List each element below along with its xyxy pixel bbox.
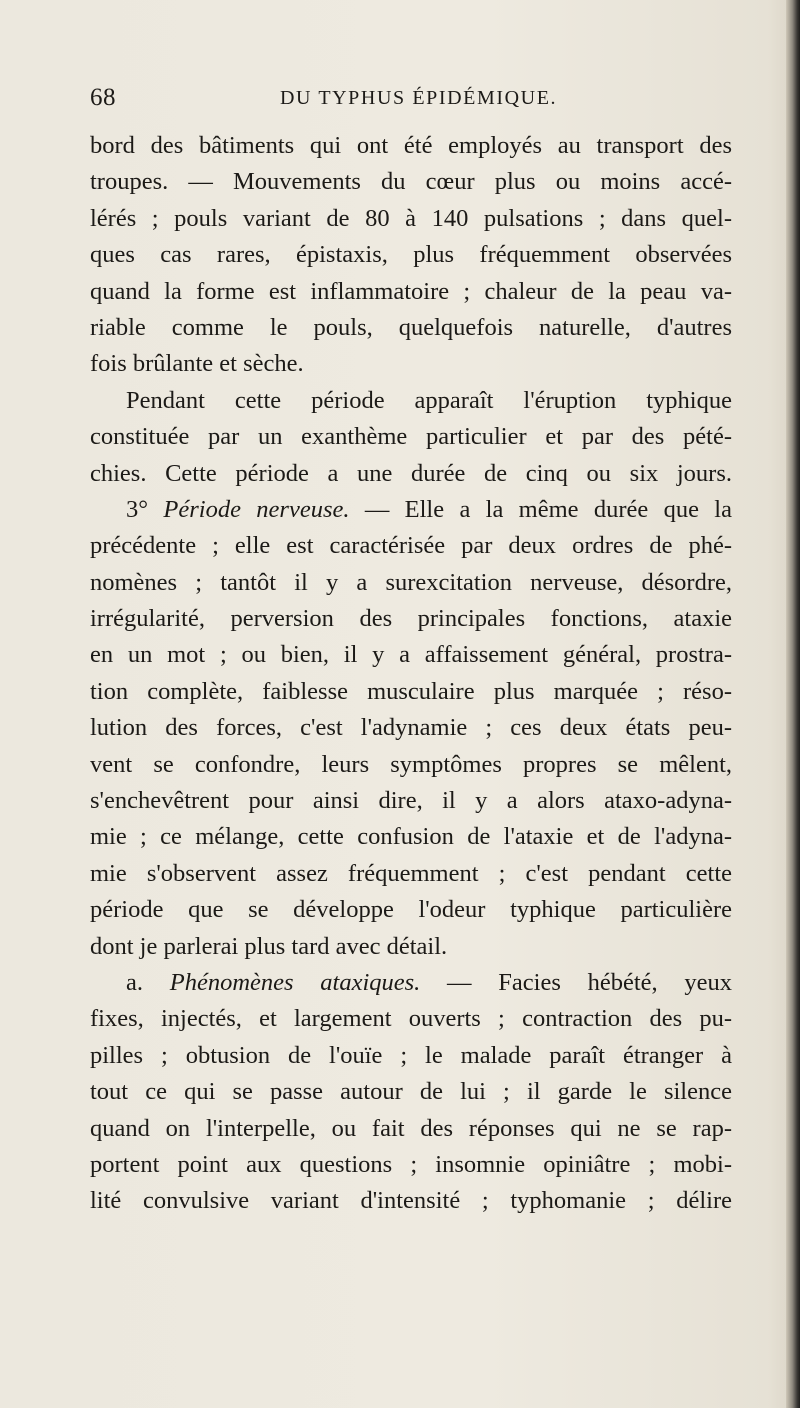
- section-number: 3°: [126, 495, 164, 523]
- text-line: dont je parlerai plus tard avec détail.: [90, 932, 448, 960]
- text-line: tion complète, faiblesse musculaire plus marquée ; réso-: [90, 677, 732, 705]
- text-line: chies. Cette période a une durée de cinq ou six jours.: [90, 459, 732, 487]
- text-line: période que se développe l'odeur typhique particulière: [90, 896, 732, 924]
- text-line: précédente ; elle est caractérisée par deux ordres de phé-: [90, 532, 732, 560]
- text-line: lérés ; pouls variant de 80 à 140 pulsations ; dans quel-: [90, 204, 732, 232]
- text-line: nomènes ; tantôt il y a surexcitation nerveuse, désordre,: [90, 568, 732, 596]
- text-line: fois brûlante et sèche.: [90, 350, 304, 378]
- text-line: fixes, injectés, et largement ouverts ; contraction des pu-: [90, 1005, 732, 1033]
- text-line: lité convulsive variant d'intensité ; typhomanie ; délire: [90, 1187, 732, 1215]
- section-heading-line: [90, 965, 732, 1001]
- text-line: riable comme le pouls, quelquefois naturelle, d'autres: [90, 313, 732, 341]
- text-line: bord des bâtiments qui ont été employés au transport des: [90, 132, 732, 159]
- text-line: mie ; ce mélange, cette confusion de l'ataxie et de l'adyna-: [90, 823, 732, 851]
- text-line: troupes. — Mouvements du cœur plus ou moins accé-: [90, 168, 732, 196]
- text-line: vent se confondre, leurs symptômes propres se mêlent,: [90, 750, 732, 778]
- text-line: irrégularité, perversion des principales fonctions, ataxie: [90, 605, 732, 633]
- section-number: a.: [126, 968, 170, 996]
- section-title: Phénomènes ataxiques.: [169, 968, 421, 996]
- section-text: — Elle a la même durée que la: [349, 495, 732, 523]
- text-line: s'enchevêtrent pour ainsi dire, il y a alors ataxo-adyna-: [90, 787, 732, 815]
- text-line: portent point aux questions ; insomnie opiniâtre ; mobi-: [90, 1150, 732, 1178]
- section-title: Période nerveuse.: [163, 495, 350, 523]
- text-line: lution des forces, c'est l'adynamie ; ces deux états peu-: [90, 714, 732, 742]
- text-line: constituée par un exanthème particulier et par des pété-: [90, 423, 732, 451]
- text-line: ques cas rares, épistaxis, plus fréquemment observées: [90, 241, 732, 269]
- text-line: quand la forme est inflammatoire ; chaleur de la peau va-: [90, 277, 732, 305]
- text-line: mie s'observent assez fréquemment ; c'est pendant cette: [90, 859, 732, 887]
- binding-edge: [786, 0, 800, 1408]
- section-heading-line: [90, 492, 732, 528]
- section-text: — Facies hébété, yeux: [420, 968, 732, 996]
- running-head: [90, 84, 730, 114]
- text-line: quand on l'interpelle, ou fait des réponses qui ne se rap-: [90, 1114, 732, 1142]
- page-number: 68: [90, 84, 116, 111]
- text-line: tout ce qui se passe autour de lui ; il garde le silence: [90, 1078, 732, 1106]
- body-text: [90, 128, 732, 1220]
- text-line: en un mot ; ou bien, il y a affaissement général, prostra-: [90, 641, 732, 669]
- text-line: pilles ; obtusion de l'ouïe ; le malade paraît étranger à: [90, 1041, 732, 1069]
- running-title: DU TYPHUS ÉPIDÉMIQUE.: [280, 87, 558, 109]
- text-line: Pendant cette période apparaît l'éruption typhique: [126, 386, 732, 414]
